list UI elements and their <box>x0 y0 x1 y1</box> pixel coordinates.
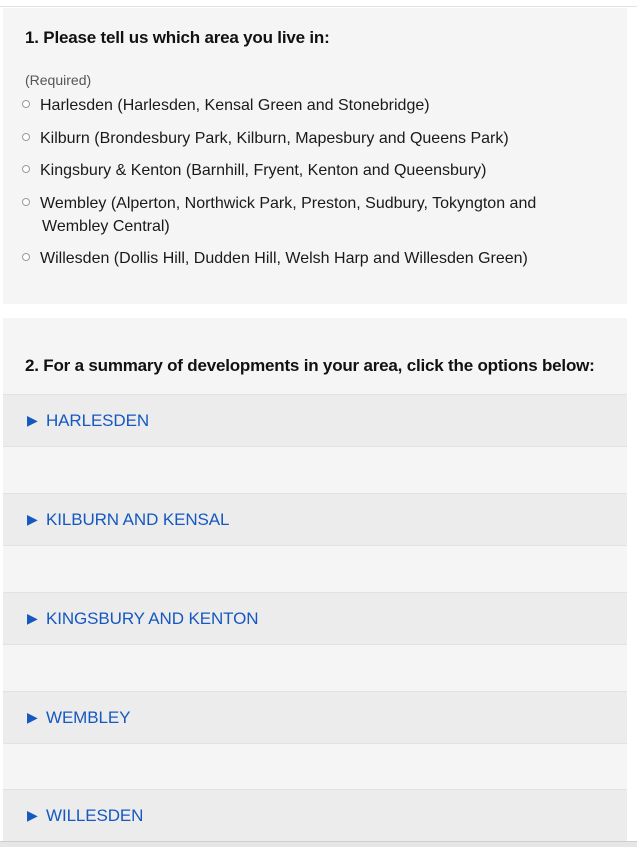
bottom-scroll-edge <box>0 841 637 847</box>
accordion-label[interactable]: WEMBLEY <box>46 708 131 727</box>
radio-label: Kilburn (Brondesbury Park, Kilburn, Mapesbury and Queens Park) <box>40 130 509 147</box>
radio-label: Willesden (Dollis Hill, Dudden Hill, Welsh Harp and Willesden Green) <box>40 250 528 267</box>
top-divider <box>0 6 637 7</box>
radio-label <box>40 192 580 238</box>
question-2-panel <box>3 318 627 846</box>
radio-button[interactable] <box>22 198 30 206</box>
accordion-kilburn-and-kensal[interactable] <box>3 493 627 546</box>
radio-option-wembley[interactable] <box>22 192 582 240</box>
expand-arrow-icon: ▶ <box>27 412 38 428</box>
radio-button[interactable] <box>22 165 30 173</box>
expand-arrow-icon: ▶ <box>27 511 38 527</box>
question-1-heading: 1. Please tell us which area you live in: <box>25 28 330 47</box>
accordion-harlesden[interactable] <box>3 394 627 447</box>
accordion-label[interactable]: KILBURN AND KENSAL <box>46 510 230 529</box>
accordion-label[interactable]: KINGSBURY AND KENTON <box>46 609 259 628</box>
question-2-heading: 2. For a summary of developments in your area, click the options below: <box>25 356 595 375</box>
expand-arrow-icon: ▶ <box>27 610 38 626</box>
accordion-label[interactable]: HARLESDEN <box>46 411 150 430</box>
required-note: (Required) <box>25 72 92 88</box>
accordion-willesden[interactable] <box>3 789 627 842</box>
radio-label-line-2: Wembley Central) <box>42 218 170 235</box>
radio-label-line-1: Wembley (Alperton, Northwick Park, Preston, Sudbury, Tokyngton and <box>40 195 537 212</box>
expand-arrow-icon: ▶ <box>27 709 38 725</box>
accordion-label[interactable]: WILLESDEN <box>46 806 144 825</box>
accordion-wembley[interactable] <box>3 691 627 744</box>
question-1-panel <box>3 8 627 304</box>
radio-label: Harlesden (Harlesden, Kensal Green and Stonebridge) <box>40 97 430 114</box>
radio-button[interactable] <box>22 253 30 261</box>
expand-arrow-icon: ▶ <box>27 807 38 823</box>
accordion-kingsbury-and-kenton[interactable] <box>3 592 627 645</box>
radio-button[interactable] <box>22 133 30 141</box>
radio-label: Kingsbury & Kenton (Barnhill, Fryent, Kenton and Queensbury) <box>40 162 487 179</box>
radio-button[interactable] <box>22 100 30 108</box>
